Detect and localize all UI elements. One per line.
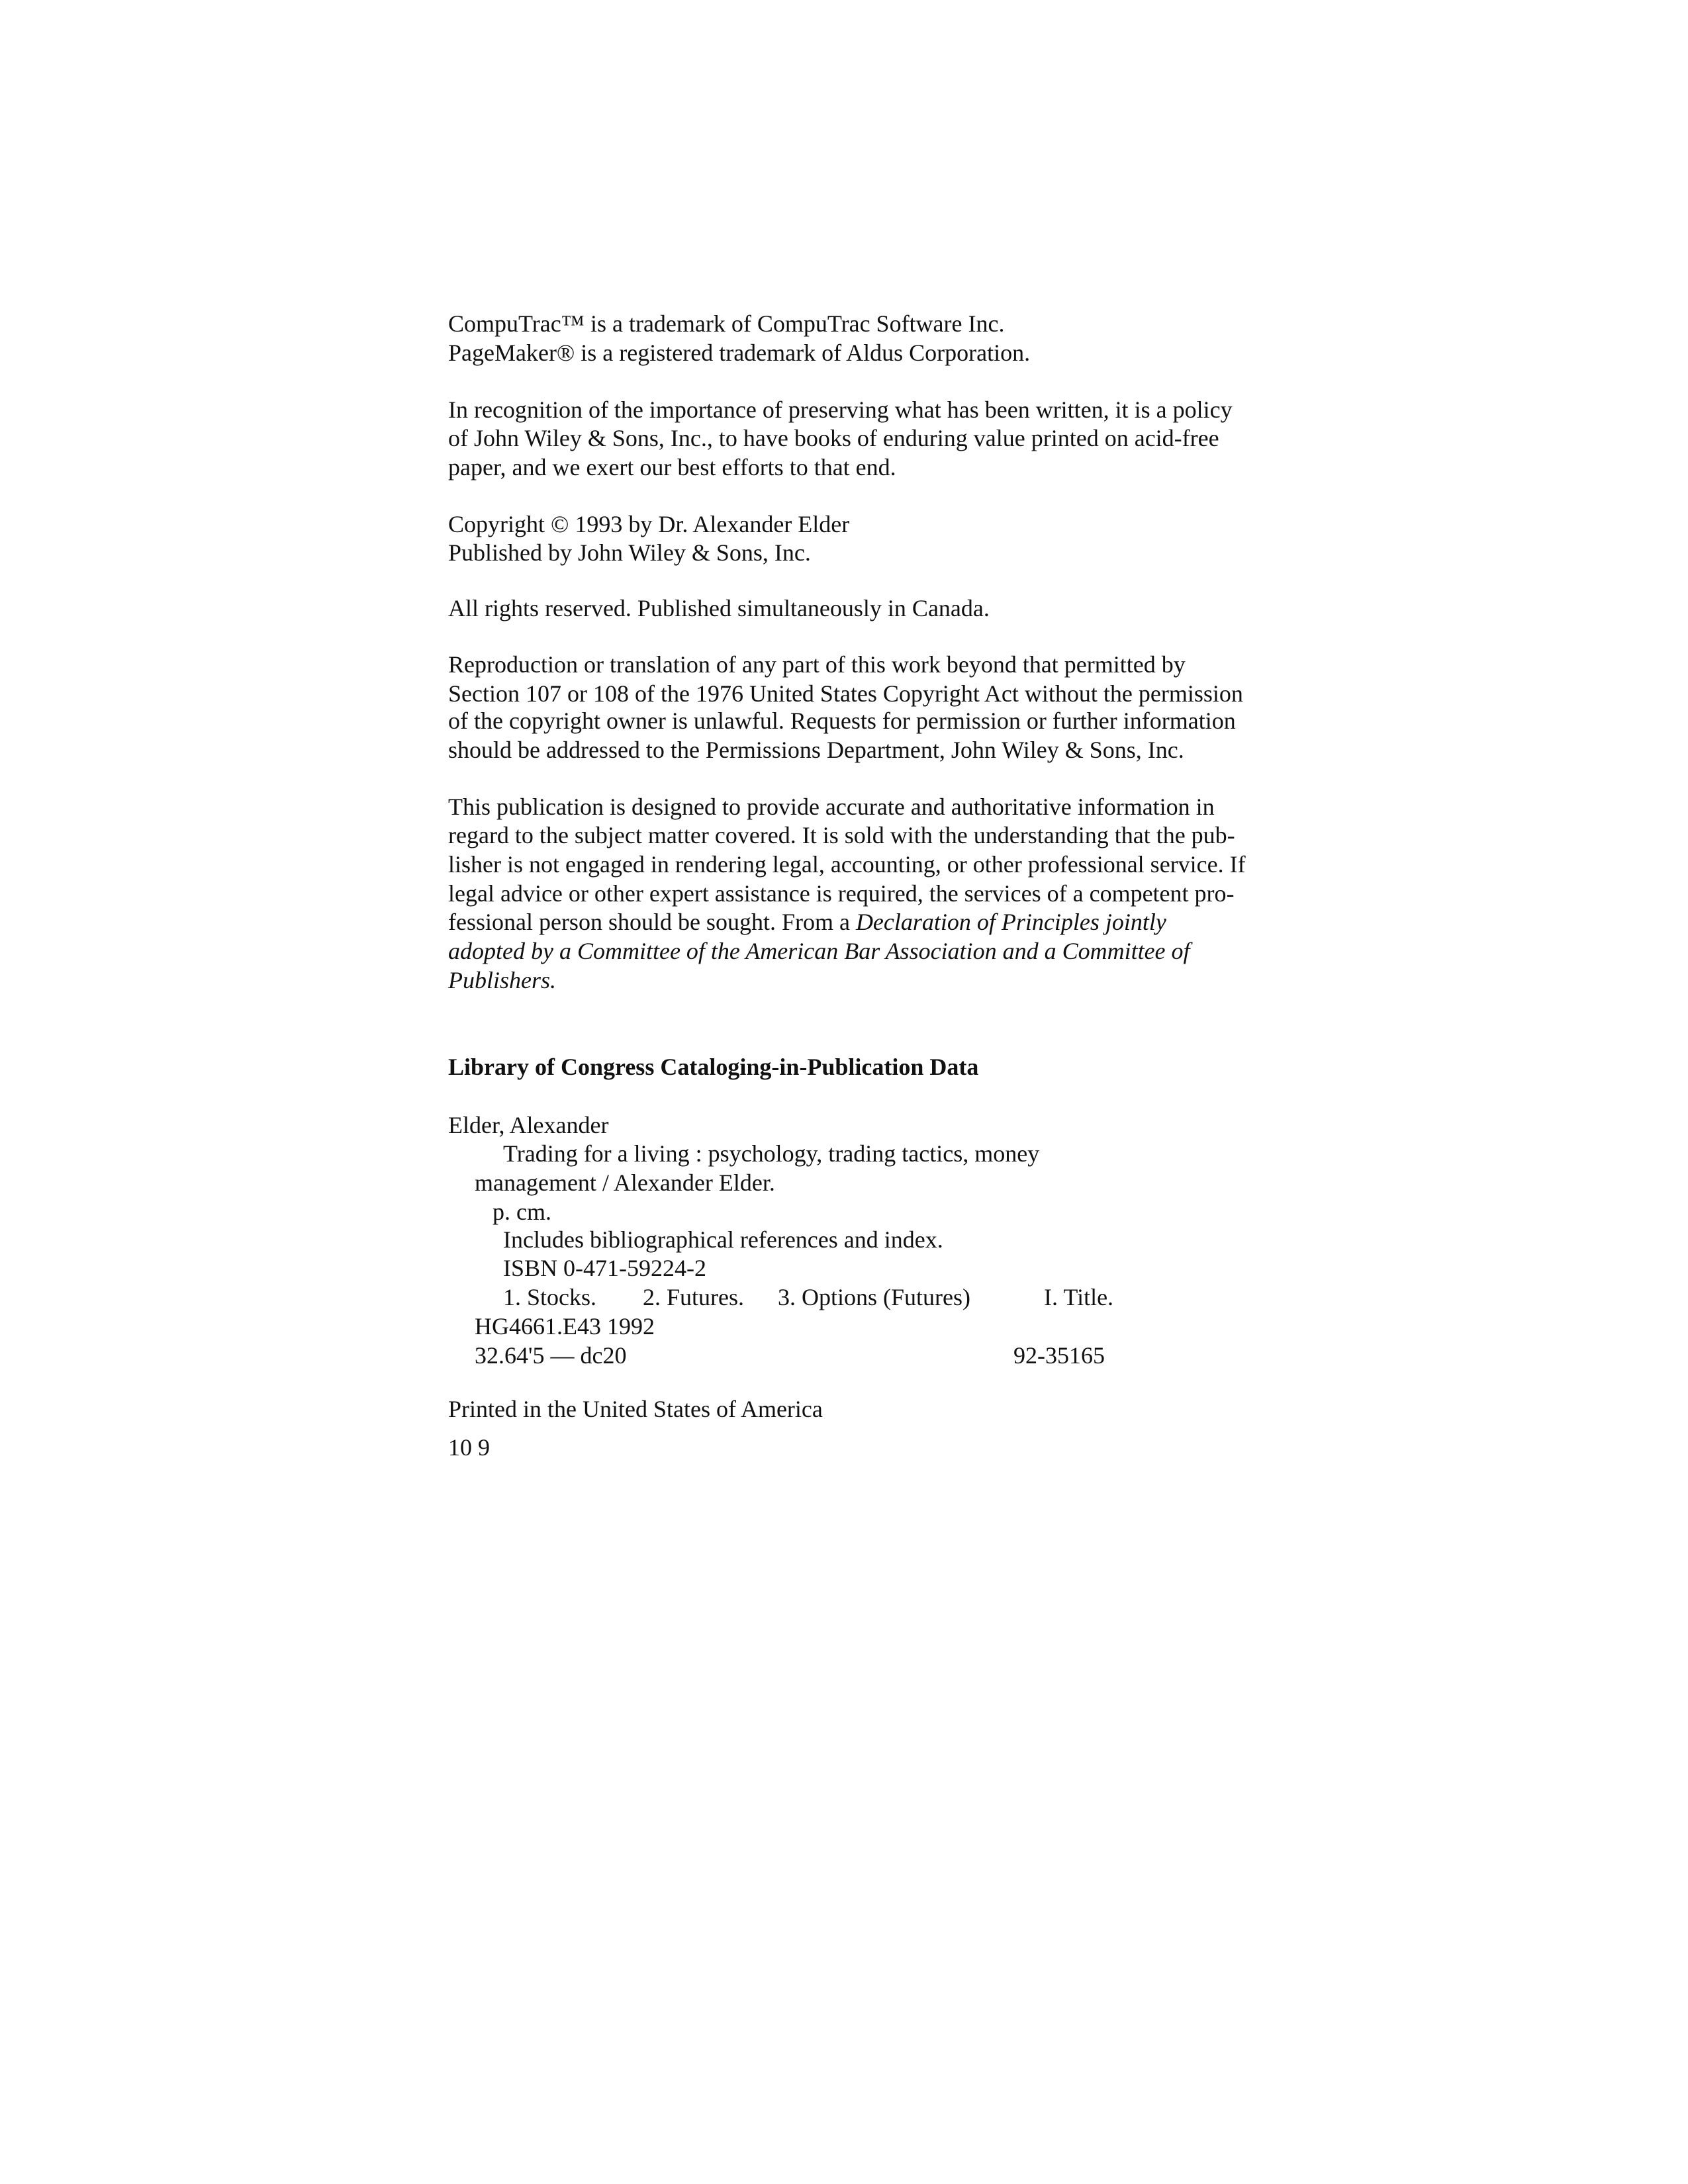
rights-line: All rights reserved. Published simultaneously in Canada. [448,595,990,621]
cip-subject: 1. Stocks. [503,1284,597,1310]
acid-free-line: paper, and we exert our best efforts to that end. [448,454,896,480]
cip-subject: I. Title. [1044,1284,1114,1310]
reproduction-line: Reproduction or translation of any part of this work beyond that permitted by [448,651,1186,678]
declaration-title: adopted by a Committee of the American Bar Association and a Committee of [448,938,1190,964]
cip-includes: Includes bibliographical references and index. [503,1226,943,1253]
printed-line: Printed in the United States of America [448,1396,823,1422]
declaration-title: Publishers. [448,967,557,993]
copyright-line: Copyright © 1993 by Dr. Alexander Elder [448,511,850,537]
trademark-line: CompuTrac™ is a trademark of CompuTrac Software Inc. [448,310,1005,337]
cip-dewey: 32.64'5 — dc20 [475,1342,627,1369]
cip-lccn: 92-35165 [1013,1342,1105,1369]
cip-pages: p. cm. [492,1199,551,1225]
declaration-title: Declaration of Principles jointly [855,909,1166,935]
cip-author: Elder, Alexander [448,1112,609,1138]
reproduction-line: Section 107 or 108 of the 1976 United States Copyright Act without the permission [448,680,1243,707]
cip-title: management / Alexander Elder. [475,1169,775,1196]
disclaimer-text: fessional person should be sought. From a [448,909,856,935]
disclaimer-line: This publication is designed to provide accurate and authoritative information in [448,794,1215,820]
disclaimer-line [448,907,1166,936]
printing-number: 10 9 [448,1434,490,1461]
acid-free-line: In recognition of the importance of preserving what has been written, it is a policy [448,396,1233,423]
cip-heading: Library of Congress Cataloging-in-Publication Data [448,1054,979,1080]
reproduction-line: of the copyright owner is unlawful. Requests for permission or further information [448,707,1236,734]
cip-subject: 2. Futures. [643,1284,744,1310]
disclaimer-line: lisher is not engaged in rendering legal, accounting, or other professional service. If [448,851,1246,878]
cip-lc-class: HG4661.E43 1992 [475,1313,655,1340]
publisher-line: Published by John Wiley & Sons, Inc. [448,539,811,566]
reproduction-line: should be addressed to the Permissions Department, John Wiley & Sons, Inc. [448,737,1184,763]
disclaimer-line: legal advice or other expert assistance is required, the services of a competent pro- [448,880,1235,907]
disclaimer-line: regard to the subject matter covered. It is sold with the understanding that the pub- [448,822,1235,848]
cip-isbn: ISBN 0-471-59224-2 [503,1255,706,1281]
acid-free-line: of John Wiley & Sons, Inc., to have books of enduring value printed on acid-free [448,425,1219,451]
cip-subject: 3. Options (Futures) [778,1284,970,1310]
trademark-line: PageMaker® is a registered trademark of Aldus Corporation. [448,340,1031,366]
cip-title: Trading for a living : psychology, trading tactics, money [503,1140,1040,1167]
